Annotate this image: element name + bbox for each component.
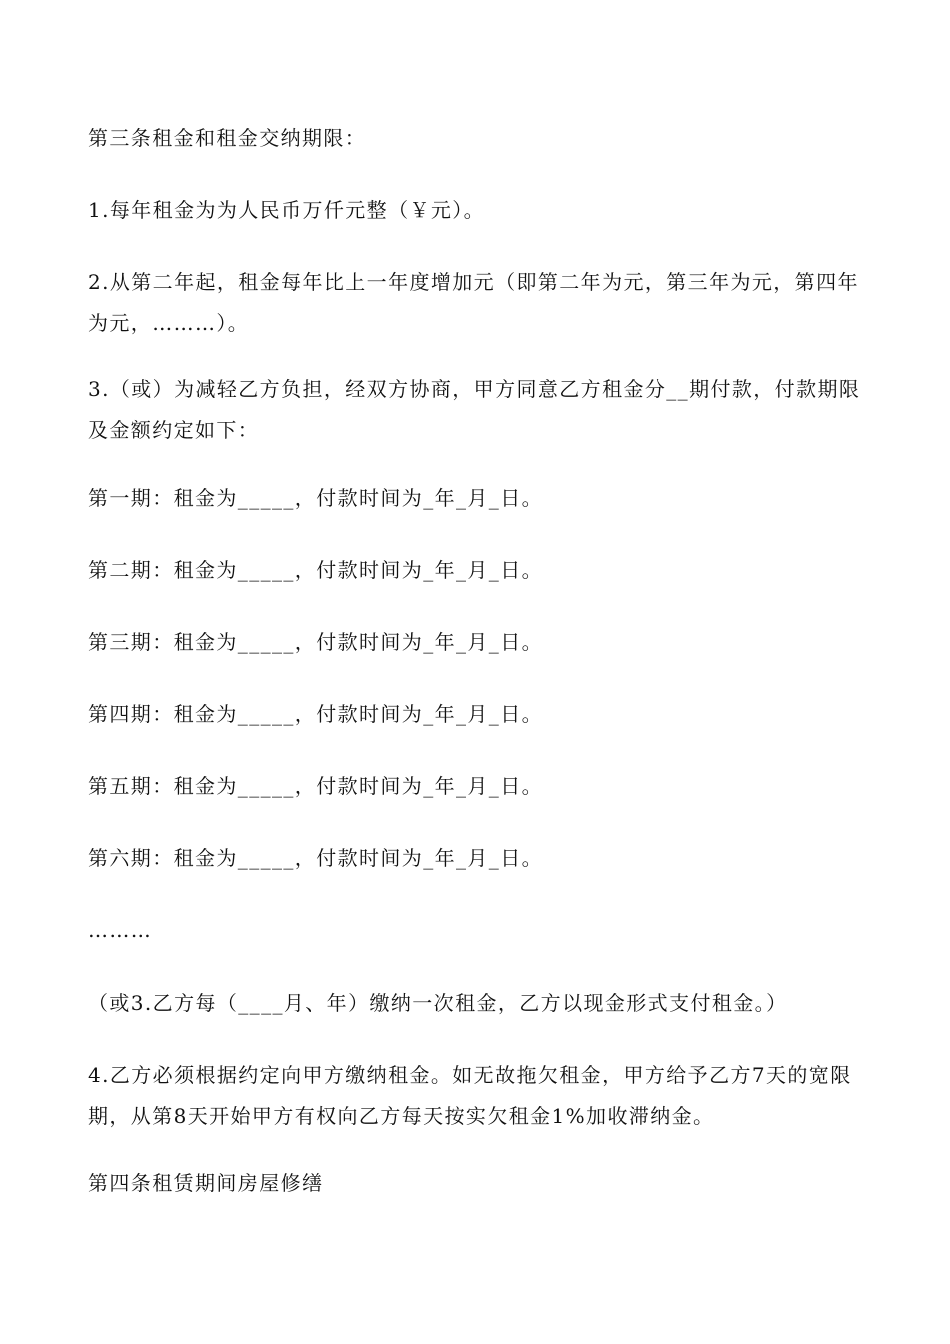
article-4-heading: 第四条租赁期间房屋修缮	[88, 1171, 324, 1195]
installments-ellipsis: ………	[88, 918, 153, 942]
clause-2-rent-increase: 2.从第二年起，租金每年比上一年度增加元（即第二年为元，第三年为元，第四年为元，………）。	[88, 270, 859, 335]
installment-3: 第三期：租金为_____，付款时间为_年_月_日。	[88, 630, 543, 654]
clause-3-installment-plan: 3.（或）为减轻乙方负担，经双方协商，甲方同意乙方租金分__期付款，付款期限及金额约定如下：	[88, 377, 861, 442]
clause-1-annual-rent: 1.每年租金为为人民币万仟元整（￥元）。	[88, 198, 486, 222]
clause-3-alternative: （或3.乙方每（____月、年）缴纳一次租金，乙方以现金形式支付租金。）	[88, 991, 788, 1015]
clause-4-late-payment: 4.乙方必须根据约定向甲方缴纳租金。如无故拖欠租金，甲方给予乙方7天的宽限期，从第8天开始甲方有权向乙方每天按实欠租金1%加收滞纳金。	[88, 1063, 852, 1128]
installment-5: 第五期：租金为_____，付款时间为_年_月_日。	[88, 774, 543, 798]
installment-1: 第一期：租金为_____，付款时间为_年_月_日。	[88, 486, 543, 510]
article-3-heading: 第三条租金和租金交纳期限：	[88, 126, 367, 150]
installment-4: 第四期：租金为_____，付款时间为_年_月_日。	[88, 702, 543, 726]
installment-2: 第二期：租金为_____，付款时间为_年_月_日。	[88, 558, 543, 582]
installment-6: 第六期：租金为_____，付款时间为_年_月_日。	[88, 846, 543, 870]
